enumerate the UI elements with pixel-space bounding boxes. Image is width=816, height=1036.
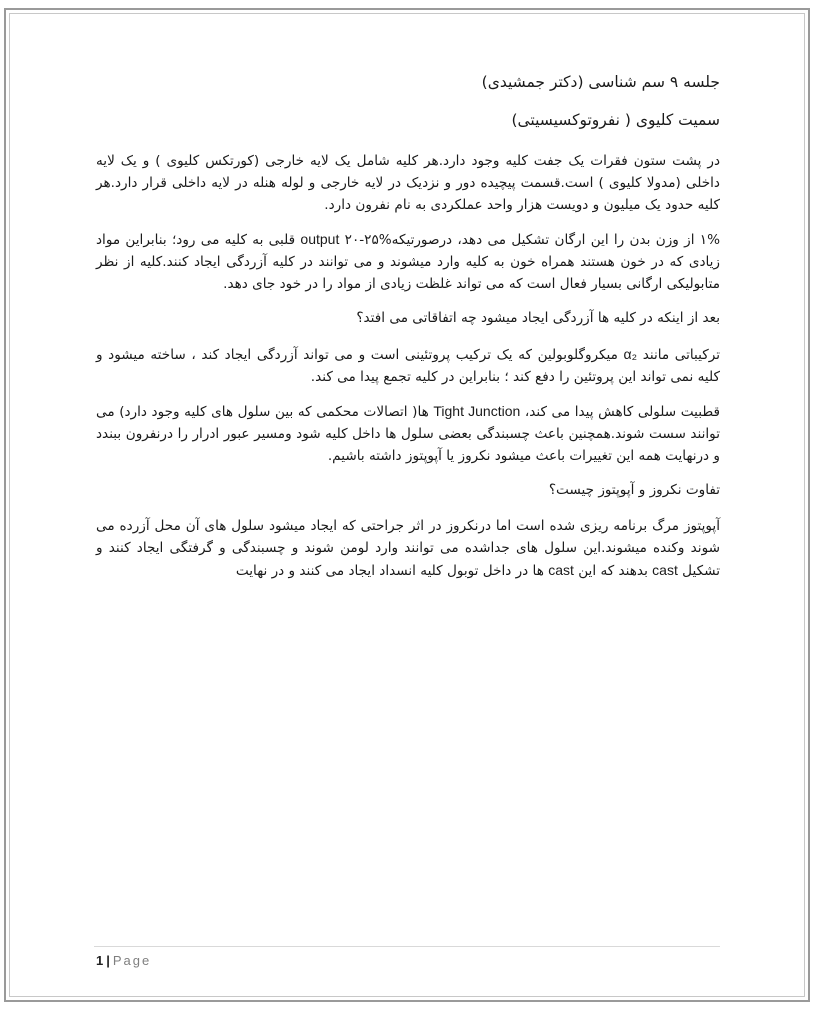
paragraph-microglobulin-start: ترکیباتی مانند (637, 347, 720, 363)
document-subtitle: سمیت کلیوی ( نفروتوکسیسیتی) (511, 111, 720, 129)
paragraph-blood-flow-start: ۱% از وزن بدن را این ارگان تشکیل می دهد، درصورتیکه%۲۵-۲۰ (339, 232, 720, 248)
page-number: 1 (96, 953, 104, 968)
paragraph-cell-polarity-end: ها( اتصالات محکمی که بین سلول های کلیه وجود دارد) می توانند سست شوند.همچنین باعث چسبندگی بعضی سلول ها داخل کلیه شود ومسیر عبور ادرار را درنفرون ببندد و درنهایت همه این تغییرات باعث میشود نکروز یا آپوپتوز داشته باشیم. (96, 404, 720, 464)
document-title: جلسه ۹ سم شناسی (دکتر جمشیدی) (481, 73, 720, 91)
term-cast-2: cast (548, 562, 574, 578)
symbol-alpha-2: α₂ (623, 346, 638, 362)
paragraph-cell-polarity (96, 400, 720, 467)
term-cast-1: cast (652, 562, 678, 578)
paragraph-apoptosis-start: آپوپتوز مرگ برنامه ریزی شده است اما درنکروز در اثر جراحتی که ایجاد میشود سلول های آن محل آزرده می شوند وکنده میشوند.این سلول های جداشده می توانند وارد لومن شوند و چسبندگی و گرفتگی ایجاد کنند و تشکیل (96, 518, 720, 579)
page-footer (96, 953, 151, 968)
paragraph-apoptosis-end: ها در داخل توبول کلیه انسداد ایجاد می کنند و در نهایت (235, 563, 549, 579)
paragraph-cell-polarity-start: قطبیت سلولی کاهش پیدا می کند، (520, 404, 720, 420)
paragraph-kidney-structure: در پشت ستون فقرات یک جفت کلیه وجود دارد.هر کلیه شامل یک لایه خارجی (کورتکس کلیوی ) و یک لایه داخلی (مدولا کلیوی ) است.قسمت پیچیده دور و نزدیک در لایه خارجی و لوله هنله در لایه داخلی قرار دارد.هر کلیه حدود یک میلیون و دویست هزار واحد عملکردی به نام نفرون دارد. (96, 153, 720, 213)
term-output: output (300, 231, 340, 247)
question-after-injury: بعد از اینکه در کلیه ها آزردگی ایجاد میشود چه اتفاقاتی می افتد؟ (356, 310, 720, 326)
question-necrosis-apoptosis: تفاوت نکروز و آپوپتوز چیست؟ (548, 482, 720, 498)
paragraph-blood-flow (96, 228, 720, 295)
page-label: Page (112, 953, 152, 968)
paragraph-blood-flow-end: قلبی به کلیه می رود؛ بنابراین مواد زیادی که در خون هستند همراه خون به کلیه وارد میشوند و می توانند در کلیه آزردگی ایجاد کنند.کلیه از نظر متابولیکی ارگانی بسیار فعال است که می تواند غلظت زیادی از مواد را در خود جای دهد. (96, 232, 720, 292)
paragraph-microglobulin-end: میکروگلوبولین که یک ترکیب پروتئینی است و می تواند آزردگی ایجاد کند ، ساخته میشود و کلیه نمی تواند این پروتئین را دفع کند ؛ بنابراین در کلیه تجمع پیدا می کند. (96, 347, 720, 385)
paragraph-microglobulin (96, 343, 720, 388)
paragraph-apoptosis (96, 515, 720, 582)
document-body (96, 72, 720, 594)
footer-separator: | (106, 953, 110, 968)
paragraph-apoptosis-middle: بدهند که این (573, 563, 653, 579)
footer-divider (94, 946, 720, 947)
term-tight-junction: Tight Junction (433, 403, 521, 419)
